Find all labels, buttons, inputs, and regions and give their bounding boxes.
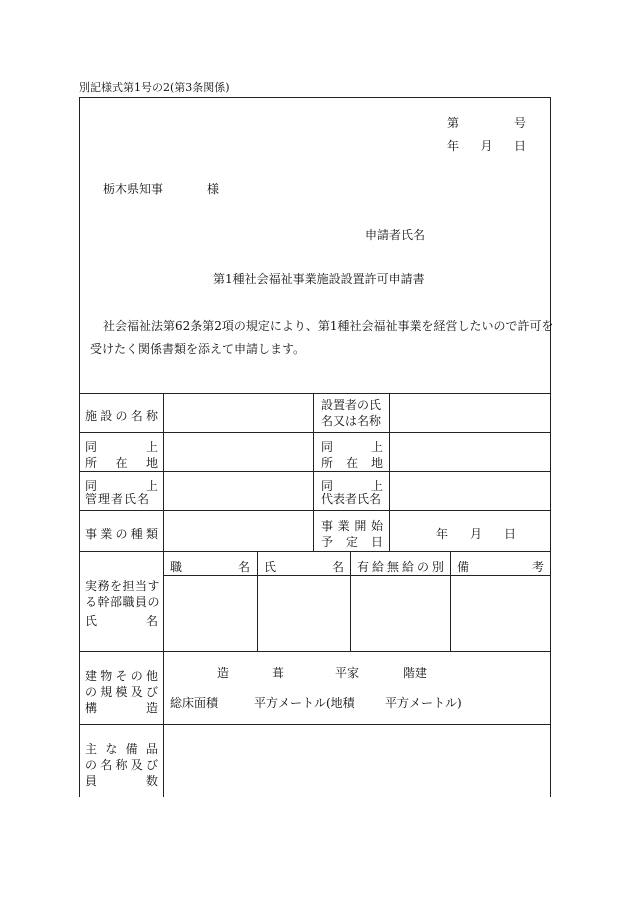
representative-name-label: 代表者氏名 [321, 492, 382, 506]
label-char: 名 [100, 758, 113, 772]
roof-type: 葺 [272, 666, 285, 680]
label-char: 考 [531, 560, 544, 574]
label-char: 事 [321, 519, 334, 533]
label-char: 同 [321, 440, 334, 454]
founder-name-label-line-2: 名又は名称 [321, 414, 382, 428]
label-char: 職 [170, 560, 183, 574]
staff-column-divider [450, 551, 451, 651]
label-char: 氏 [264, 560, 277, 574]
label-char: 造 [145, 701, 158, 715]
outer-top-border [79, 97, 551, 98]
label-char: 及 [130, 758, 143, 772]
label-char: 模 [115, 685, 128, 699]
label-char: 施 [85, 409, 98, 423]
form-label: 別記様式第1号の2(第3条関係) [79, 81, 230, 94]
manager-name-label: 管理者氏名 [85, 492, 151, 506]
equipment-label-line-3 [85, 772, 158, 789]
body-text-line-1: 社会福祉法第62条第2項の規定により、第1種社会福祉事業を経営したいので許可を [103, 319, 554, 333]
date-day: 日 [513, 139, 526, 153]
label-char: の [416, 560, 429, 574]
date-field [447, 137, 526, 154]
label-char: 同 [85, 479, 98, 493]
label-char: な [105, 742, 118, 756]
date-year: 年 [447, 139, 460, 153]
stories: 階建 [403, 666, 428, 680]
staff-col-remarks [457, 558, 544, 575]
label-char: 称 [115, 758, 128, 772]
label-char: 数 [145, 774, 158, 788]
label-char: 名 [331, 560, 344, 574]
label-char: の [115, 527, 128, 541]
location-label [85, 454, 158, 471]
label-char: 規 [100, 685, 113, 699]
table-top-border [79, 393, 551, 394]
total-floor-area-label: 総床面積 [170, 696, 219, 710]
label-char: 備 [457, 560, 470, 574]
form-title: 第1種社会福祉事業施設設置許可申請書 [213, 272, 425, 286]
addressee-honorific: 様 [207, 182, 220, 196]
staff-header-divider [163, 575, 551, 576]
square-meter-unit: 平方メートル) [385, 696, 462, 710]
label-char: 始 [370, 519, 383, 533]
mid-column-divider [313, 393, 314, 551]
label-char: の [130, 669, 143, 683]
building-label-line-3 [85, 699, 158, 716]
body-text-line-2: 受けたく関係書類を添えて申請します。 [90, 342, 306, 356]
label-char: 称 [145, 409, 158, 423]
row-divider [79, 471, 551, 472]
label-char: 氏 [85, 614, 98, 628]
label-char: 業 [100, 527, 113, 541]
staff-col-position [170, 558, 250, 575]
label-char: 在 [115, 456, 128, 470]
number-field [447, 114, 526, 131]
outer-right-border [550, 97, 551, 797]
staff-column-divider [257, 551, 258, 651]
addressee-title: 栃木県知事 [103, 182, 164, 196]
label-char: 定 [345, 535, 358, 549]
label-char: の [85, 685, 98, 699]
label-char: 他 [145, 669, 158, 683]
label-char: 名 [237, 560, 250, 574]
row-divider [79, 510, 551, 511]
label-char: び [145, 758, 158, 772]
label-char: 上 [370, 440, 383, 454]
label-char: 日 [370, 535, 383, 549]
label-char: び [145, 685, 158, 699]
label-char: 所 [321, 456, 334, 470]
applicant-name-label: 申請者氏名 [365, 228, 426, 242]
founder-name-label-line-1: 設置者の氏 [321, 398, 382, 412]
label-char: 上 [145, 440, 158, 454]
label-char: 種 [130, 527, 143, 541]
label-char: 同 [85, 440, 98, 454]
business-type-label [85, 525, 158, 542]
label-char: 上 [145, 479, 158, 493]
date-day: 日 [503, 527, 516, 541]
location-label [321, 454, 383, 471]
equipment-label-line-2 [85, 756, 158, 773]
mid-column-divider [389, 393, 390, 551]
label-char: 業 [337, 519, 350, 533]
start-date-label-line-2 [321, 533, 383, 550]
date-month: 月 [469, 527, 482, 541]
row-divider [79, 432, 551, 433]
structure-type: 造 [217, 666, 230, 680]
date-month: 月 [480, 139, 493, 153]
start-date-value [436, 525, 516, 542]
start-date-label-line-1 [321, 517, 383, 534]
row-divider [79, 551, 551, 552]
label-char: 設 [100, 409, 113, 423]
label-char: 有 [357, 560, 370, 574]
label-char: そ [115, 669, 128, 683]
label-char: 無 [386, 560, 399, 574]
label-char: 同 [321, 479, 334, 493]
label-char: 在 [345, 456, 358, 470]
label-char: の [85, 758, 98, 772]
label-char: 名 [130, 409, 143, 423]
same-label [85, 438, 158, 455]
building-label-line-2 [85, 683, 158, 700]
label-char: 給 [401, 560, 414, 574]
label-char: 地 [145, 456, 158, 470]
staff-label-line-1: 実務を担当す [85, 579, 161, 593]
label-char: 地 [370, 456, 383, 470]
label-char: 所 [85, 456, 98, 470]
single-story: 平家 [335, 666, 360, 680]
label-char: 事 [85, 527, 98, 541]
label-char: 名 [145, 614, 158, 628]
site-area-label: 平方メートル(地積 [254, 696, 355, 710]
label-char: 上 [370, 479, 383, 493]
label-char: 品 [145, 742, 158, 756]
staff-col-paid [357, 558, 444, 575]
label-char: 及 [130, 685, 143, 699]
number-prefix: 第 [447, 116, 460, 130]
same-label [321, 438, 383, 455]
label-column-divider [163, 393, 164, 797]
label-char: 構 [85, 701, 98, 715]
label-char: 物 [100, 669, 113, 683]
label-char: 備 [125, 742, 138, 756]
staff-label-line-2: る幹部職員の [85, 595, 161, 609]
label-char: の [115, 409, 128, 423]
staff-label-line-3 [85, 612, 158, 629]
label-char: 類 [145, 527, 158, 541]
outer-left-border [79, 97, 80, 797]
label-char: 給 [371, 560, 384, 574]
row-divider [79, 651, 551, 652]
label-char: 員 [85, 774, 98, 788]
label-char: 主 [85, 742, 98, 756]
staff-col-name [264, 558, 344, 575]
label-char: 建 [85, 669, 98, 683]
label-char: 開 [354, 519, 367, 533]
number-suffix: 号 [513, 116, 526, 130]
staff-column-divider [350, 551, 351, 651]
row-divider [79, 724, 551, 725]
label-char: 別 [431, 560, 444, 574]
facility-name-label [85, 407, 158, 424]
date-year: 年 [436, 527, 449, 541]
building-label-line-1 [85, 667, 158, 684]
label-char: 予 [321, 535, 334, 549]
equipment-label-line-1 [85, 740, 158, 757]
